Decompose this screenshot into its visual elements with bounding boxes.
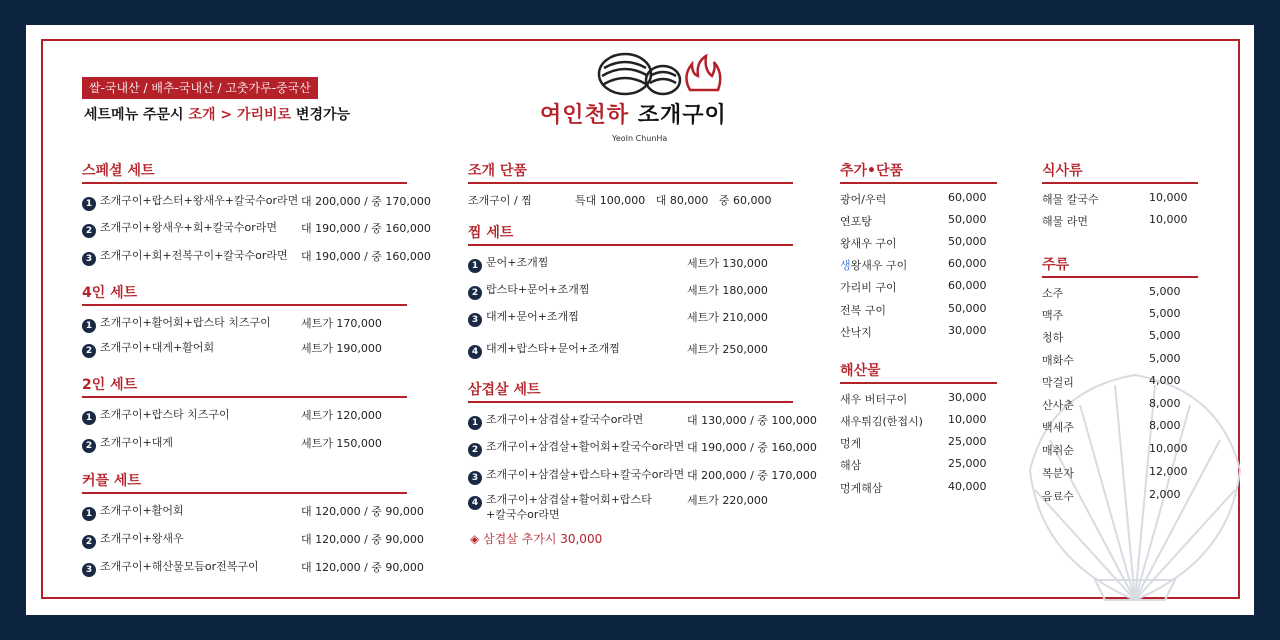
item-price: 10,000 — [948, 413, 987, 426]
list-item: 4 조개구이+삼겹살+활어회+랍스타 — [468, 491, 652, 510]
meals-title: 식사류 — [1042, 160, 1198, 184]
list-item: 산사춘 — [1042, 399, 1074, 412]
list-item: 3 조개구이+회+전복구이+칼국수or라면 — [82, 247, 288, 266]
item-price: 세트가 180,000 — [687, 284, 768, 297]
list-item: 산낙지 — [840, 326, 872, 339]
item-price: 대 190,000 / 중 160,000 — [301, 222, 431, 235]
item-price: 50,000 — [948, 235, 987, 248]
list-item: 매화수 — [1042, 354, 1074, 367]
brand-name: 여인천하 조개구이 — [540, 103, 727, 128]
list-item: 복분자 — [1042, 467, 1074, 480]
item-price: 세트가 190,000 — [301, 342, 382, 355]
item-price: 8,000 — [1149, 397, 1181, 410]
item-price: 5,000 — [1149, 307, 1181, 320]
list-item: 멍게해삼 — [840, 482, 883, 495]
item-price: 세트가 250,000 — [687, 343, 768, 356]
list-item: 해물 라면 — [1042, 215, 1089, 228]
item-price: 30,000 — [948, 324, 987, 337]
clam-single-title: 조개 단품 — [468, 160, 793, 184]
item-price: 세트가 170,000 — [301, 317, 382, 330]
brand-subtitle: YeoIn ChunHa — [612, 134, 668, 143]
set-change-notice: 세트메뉴 주문시 조개 > 가리비로 변경가능 — [84, 107, 351, 123]
item-price: 대 190,000 / 중 160,000 — [687, 441, 817, 454]
list-item: 새우튀김(한접시) — [840, 415, 923, 428]
couple-set-title: 커플 세트 — [82, 470, 407, 494]
list-item: 3 대게+문어+조개찜 — [468, 308, 579, 327]
list-item: 3 조개구이+삼겹살+랍스타+칼국수or라면 — [468, 466, 684, 485]
steam-set-title: 찜 세트 — [468, 222, 793, 246]
list-item: 해물 칼국수 — [1042, 193, 1099, 206]
list-item: 소주 — [1042, 287, 1064, 300]
list-item-continuation: +칼국수or라면 — [486, 508, 560, 521]
item-price: 대 130,000 / 중 100,000 — [687, 414, 817, 427]
list-item: 1 조개구이+활어회+랍스타 치즈구이 — [82, 314, 271, 333]
list-item: 1 조개구이+랍스타 치즈구이 — [82, 406, 230, 425]
list-item: 청하 — [1042, 331, 1064, 344]
list-item: 생왕새우 구이 — [840, 259, 908, 272]
pork-addon-note: ◈ 삼겹살 추가시 30,000 — [470, 532, 603, 546]
list-item: 1 조개구이+삼겹살+칼국수or라면 — [468, 411, 643, 430]
clam-single-item: 조개구이 / 찜 — [468, 194, 532, 207]
item-price: 대 120,000 / 중 90,000 — [301, 505, 424, 518]
item-price: 50,000 — [948, 213, 987, 226]
item-price: 50,000 — [948, 302, 987, 315]
item-price: 5,000 — [1149, 352, 1181, 365]
list-item: 3 조개구이+해산물모듬or전복구이 — [82, 558, 259, 577]
item-price: 60,000 — [948, 279, 987, 292]
item-price: 대 120,000 / 중 90,000 — [301, 533, 424, 546]
item-price: 세트가 150,000 — [301, 437, 382, 450]
list-item: 음료수 — [1042, 490, 1074, 503]
extra-single-title: 추가•단품 — [840, 160, 997, 184]
list-item: 백세주 — [1042, 421, 1074, 434]
item-price: 4,000 — [1149, 374, 1181, 387]
item-price: 세트가 120,000 — [301, 409, 382, 422]
drinks-title: 주류 — [1042, 254, 1198, 278]
item-price: 2,000 — [1149, 488, 1181, 501]
item-price: 5,000 — [1149, 285, 1181, 298]
origin-label: 쌀-국내산 / 배추-국내산 / 고춧가루-중국산 — [82, 77, 318, 99]
list-item: 광어/우럭 — [840, 193, 887, 206]
list-item: 멍게 — [840, 437, 862, 450]
list-item: 1 조개구이+랍스터+왕새우+칼국수or라면 — [82, 192, 298, 211]
list-item: 매취순 — [1042, 444, 1074, 457]
set4-title: 4인 세트 — [82, 282, 407, 306]
list-item: 가리비 구이 — [840, 281, 897, 294]
clam-single-prices: 특대 100,000 대 80,000 중 60,000 — [575, 194, 772, 207]
item-price: 세트가 210,000 — [687, 311, 768, 324]
list-item: 2 조개구이+대게 — [82, 434, 173, 453]
list-item: 2 조개구이+삼겹살+활어회+칼국수or라면 — [468, 438, 684, 457]
item-price: 세트가 220,000 — [687, 494, 768, 507]
list-item: 2 랍스타+문어+조개찜 — [468, 281, 589, 300]
item-price: 12,000 — [1149, 465, 1188, 478]
item-price: 40,000 — [948, 480, 987, 493]
list-item: 막걸리 — [1042, 376, 1074, 389]
item-price: 세트가 130,000 — [687, 257, 768, 270]
item-price: 10,000 — [1149, 191, 1188, 204]
list-item: 전복 구이 — [840, 304, 887, 317]
list-item: 새우 버터구이 — [840, 393, 908, 406]
list-item: 맥주 — [1042, 309, 1064, 322]
list-item: 2 조개구이+왕새우+회+칼국수or라면 — [82, 219, 277, 238]
list-item: 왕새우 구이 — [840, 237, 897, 250]
item-price: 25,000 — [948, 457, 987, 470]
item-price: 5,000 — [1149, 329, 1181, 342]
item-price: 대 190,000 / 중 160,000 — [301, 250, 431, 263]
item-price: 대 120,000 / 중 90,000 — [301, 561, 424, 574]
flame-icon — [686, 56, 720, 90]
list-item: 1 문어+조개찜 — [468, 254, 548, 273]
set2-title: 2인 세트 — [82, 374, 407, 398]
item-price: 25,000 — [948, 435, 987, 448]
list-item: 1 조개구이+활어회 — [82, 502, 184, 521]
item-price: 10,000 — [1149, 442, 1188, 455]
list-item: 4 대게+랍스타+문어+조개찜 — [468, 340, 620, 359]
item-price: 60,000 — [948, 257, 987, 270]
item-price: 30,000 — [948, 391, 987, 404]
item-price: 대 200,000 / 중 170,000 — [687, 469, 817, 482]
list-item: 2 조개구이+왕새우 — [82, 530, 184, 549]
list-item: 2 조개구이+대게+활어회 — [82, 339, 214, 358]
pork-set-title: 삼겹살 세트 — [468, 379, 793, 403]
seafood-title: 해산물 — [840, 360, 997, 384]
item-price: 60,000 — [948, 191, 987, 204]
list-item: 해삼 — [840, 459, 862, 472]
special-set-title: 스페셜 세트 — [82, 160, 407, 184]
item-price: 대 200,000 / 중 170,000 — [301, 195, 431, 208]
list-item: 연포탕 — [840, 215, 872, 228]
item-price: 10,000 — [1149, 213, 1188, 226]
item-price: 8,000 — [1149, 419, 1181, 432]
